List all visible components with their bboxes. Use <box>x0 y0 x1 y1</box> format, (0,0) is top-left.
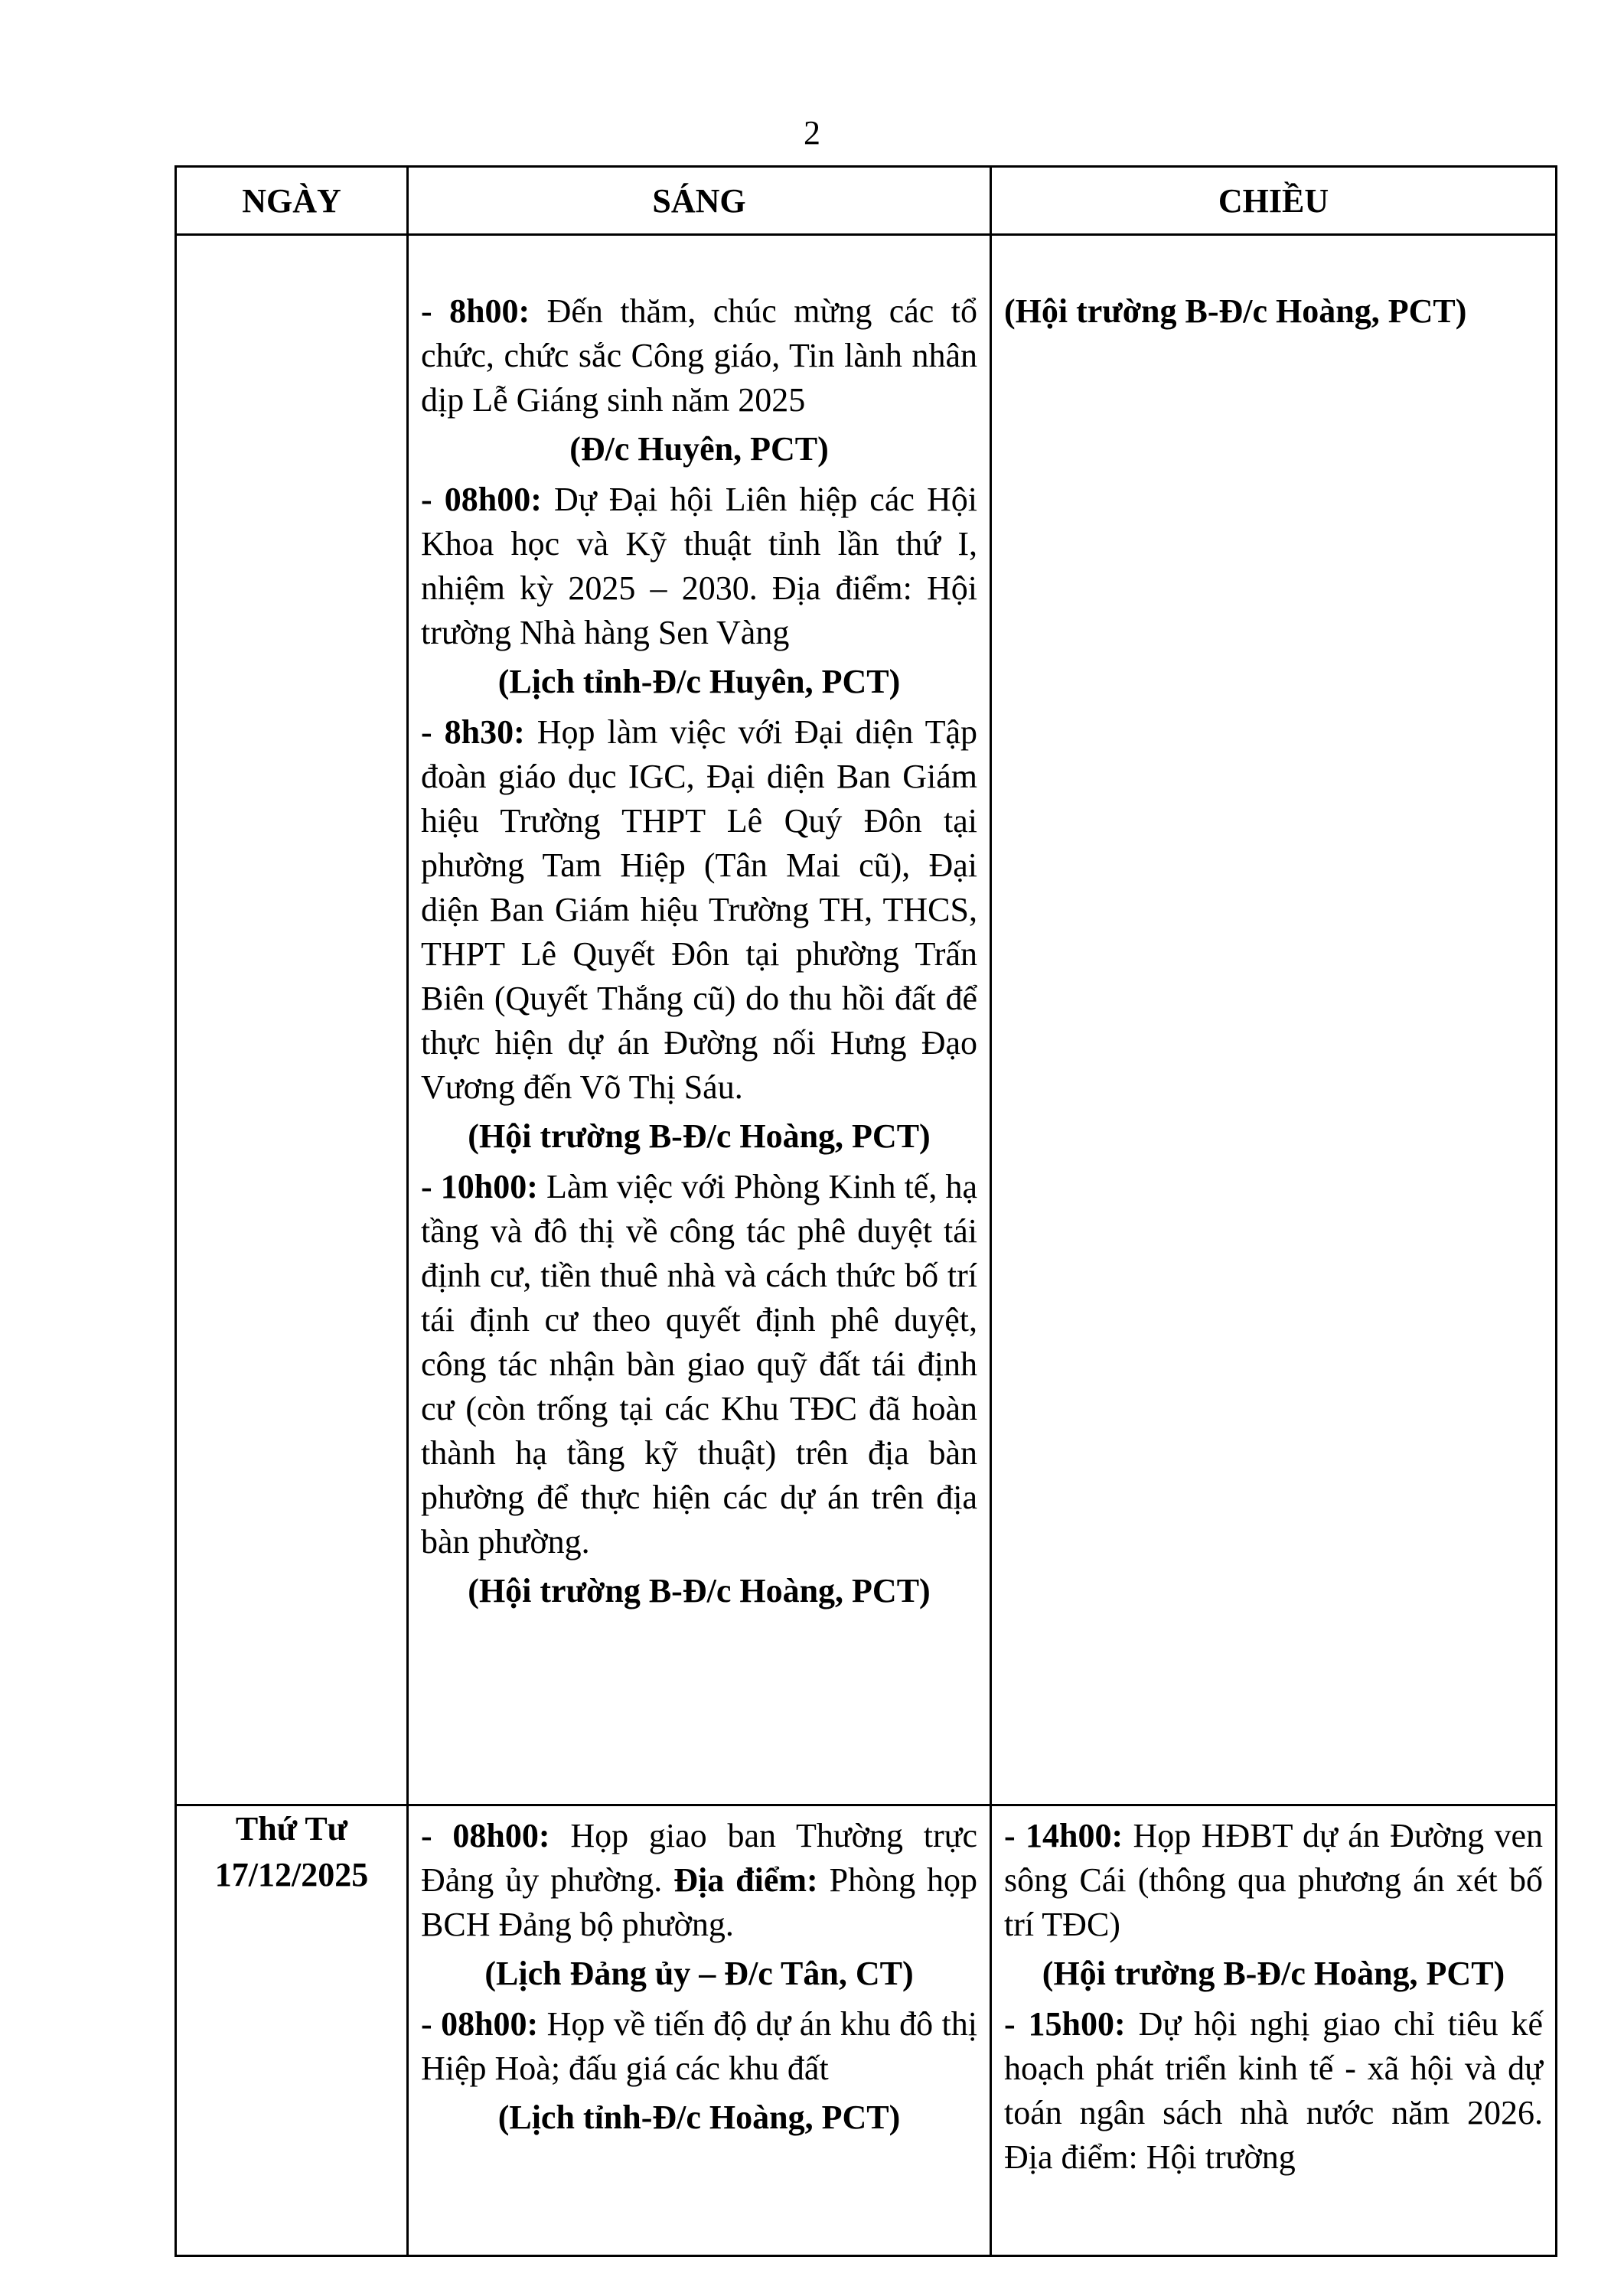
item-owner: (Lịch tỉnh-Đ/c Huyên, PCT) <box>497 663 901 700</box>
item-text: Làm việc với Phòng Kinh tế, hạ tầng và đô thị về công tác phê duyệt tái định cư, tiền thuê nhà và cách thức bố trí tái định cư theo quyết định phê duyệt, công tác nhận bàn giao quỹ đất tái định cư (còn trống tại các Khu TĐC đã hoàn thành hạ tầng kỹ thuật) trên địa bàn phường để thực hiện các dự án trên địa bàn phường. <box>421 1168 977 1561</box>
item-owner: (Đ/c Huyên, PCT) <box>569 430 829 468</box>
item-owner: (Lịch Đảng ủy – Đ/c Tân, CT) <box>484 1955 914 1992</box>
item-owner: (Hội trường B-Đ/c Hoàng, PCT) <box>468 1572 931 1609</box>
header-morning: SÁNG <box>408 167 991 235</box>
item-text: Đến thăm, chúc mừng các tổ chức, chức sắc Công giáo, Tin lành nhân dịp Lễ Giáng sinh năm 2025 <box>421 292 977 419</box>
item-text: Họp HĐBT dự án Đường ven sông Cái (thông qua phương án xét bố trí TĐC) <box>1004 1817 1543 1943</box>
table-row <box>176 1805 1557 2256</box>
item-text: Dự hội nghị giao chỉ tiêu kế hoạch phát triển kinh tế - xã hội và dự toán ngân sách nhà nước năm 2026. Địa điểm: Hội trường <box>1004 2005 1543 2176</box>
table-header-row <box>176 167 1557 235</box>
item-owner: (Lịch tỉnh-Đ/c Hoàng, PCT) <box>497 2099 901 2136</box>
item-time: - 8h30: <box>421 713 525 751</box>
afternoon-cell <box>991 1805 1557 2256</box>
item-label: Địa điểm: <box>673 1861 818 1899</box>
morning-cell <box>408 1805 991 2256</box>
item-time: - 10h00: <box>421 1168 538 1205</box>
day-name: Thứ Tư <box>235 1810 348 1848</box>
schedule-item <box>1004 1814 1543 1947</box>
item-owner: (Hội trường B-Đ/c Hoàng, PCT) <box>468 1117 931 1155</box>
item-text: Họp về tiến độ dự án khu đô thị Hiệp Hoà; đấu giá các khu đất <box>421 2005 977 2087</box>
schedule-item <box>421 1814 977 1947</box>
item-text: Họp giao ban Thường trực Đảng ủy phường. <box>421 1817 977 1899</box>
header-day: NGÀY <box>176 167 408 235</box>
day-date: 17/12/2025 <box>214 1856 369 1893</box>
page-number: 2 <box>804 114 820 152</box>
schedule-table <box>174 165 1557 2257</box>
item-time: - 08h00: <box>421 1817 550 1854</box>
item-time: - 15h00: <box>1004 2005 1126 2043</box>
item-text: Dự Đại hội Liên hiệp các Hội Khoa học và Kỹ thuật tỉnh lần thứ I, nhiệm kỳ 2025 – 2030. Địa điểm: Hội trường Nhà hàng Sen Vàng <box>421 481 977 651</box>
day-cell <box>176 1805 408 2256</box>
item-owner: (Hội trường B-Đ/c Hoàng, PCT) <box>1042 1955 1505 1992</box>
schedule-item <box>421 710 977 1110</box>
schedule-item <box>421 1165 977 1564</box>
table-row <box>176 235 1557 1805</box>
afternoon-cell <box>991 235 1557 1805</box>
item-time: - 8h00: <box>421 292 530 330</box>
item-owner: (Hội trường B-Đ/c Hoàng, PCT) <box>1004 292 1467 330</box>
schedule-item <box>421 478 977 655</box>
schedule-item <box>1004 2002 1543 2180</box>
header-afternoon: CHIỀU <box>991 167 1557 235</box>
item-time: - 08h00: <box>421 2005 539 2043</box>
schedule-item <box>421 2002 977 2091</box>
item-text: Phòng họp BCH Đảng bộ phường. <box>421 1861 977 1943</box>
schedule-item <box>421 289 977 422</box>
morning-cell <box>408 235 991 1805</box>
item-time: - 14h00: <box>1004 1817 1123 1854</box>
item-text: Họp làm việc với Đại diện Tập đoàn giáo dục IGC, Đại diện Ban Giám hiệu Trường THPT Lê Quý Đôn tại phường Tam Hiệp (Tân Mai cũ), Đại diện Ban Giám hiệu Trường TH, THCS, THPT Lê Quyết Đôn tại phường Trấn Biên (Quyết Thắng cũ) do thu hồi đất để thực hiện dự án Đường nối Hưng Đạo Vương đến Võ Thị Sáu. <box>421 713 977 1106</box>
day-cell <box>176 235 408 1805</box>
item-time: - 08h00: <box>421 481 542 518</box>
